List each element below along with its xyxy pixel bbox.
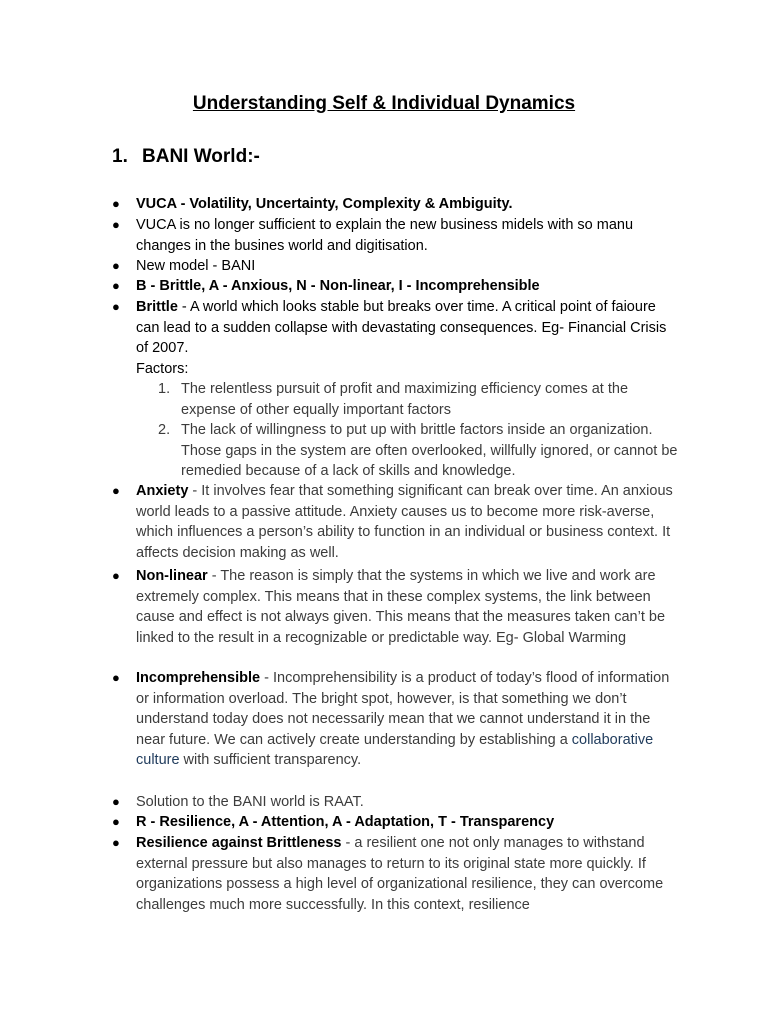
brittle-text: - A world which looks stable but breaks over time. A critical point of faioure can lead to a sudden collapse with devastating consequences. Eg- Financial Crisis of 2007. — [136, 299, 667, 357]
bullet-icon: ● — [112, 299, 120, 314]
bullet-icon: ● — [112, 196, 120, 211]
factor-item-2 — [158, 420, 678, 482]
anxiety-term: Anxiety — [136, 483, 189, 499]
bullet-icon: ● — [112, 814, 120, 829]
bullet-icon: ● — [112, 483, 120, 498]
bullet-icon: ● — [112, 278, 120, 293]
resilience-term: Resilience against Brittleness — [136, 835, 342, 851]
section-heading-text: BANI World:- — [142, 146, 260, 167]
bullet-icon: ● — [112, 670, 120, 685]
new-model: New model - BANI — [136, 258, 256, 274]
resilience-text: - a resilient one not only manages to withstand external pressure but also manages to return to its original state more quickly. If organizations possess a high level of organizational resilience, they can overcome challenges much more successfully. In this context, resilience — [136, 835, 664, 913]
list-item-raat-definition — [112, 812, 682, 833]
raat-definition: R - Resilience, A - Attention, A - Adaptation, T - Transparency — [136, 814, 555, 830]
collaborative-culture-link[interactable]: collaborative culture — [136, 731, 654, 769]
list-item-bani-definition — [112, 276, 682, 297]
list-item-incomprehensible — [112, 668, 682, 771]
list-item-vuca-note — [112, 215, 682, 256]
vuca-note: VUCA is no longer sufficient to explain the new business midels with so manu changes in the busines world and digitisation. — [136, 217, 634, 254]
section-heading — [112, 144, 260, 170]
incomprehensible-text: - Incomprehensibility is a product of today’s flood of information or information overload. The bright spot, however, is that something we don’t understand today does not necessarily mean that we cannot understand it in the near future. We can actively create understanding by establishing a — [136, 670, 670, 748]
incomprehensible-tail: with sufficient transparency. — [179, 752, 362, 769]
non-linear-term: Non-linear — [136, 568, 208, 584]
anxiety-paragraph — [136, 481, 682, 563]
document-title: Understanding Self & Individual Dynamics — [192, 93, 576, 114]
bani-definition: B - Brittle, A - Anxious, N - Non-linear, I - Incomprehensible — [136, 278, 540, 294]
factor-item-1 — [158, 379, 678, 420]
bullet-icon: ● — [112, 217, 120, 232]
list-item-non-linear — [112, 566, 682, 648]
factor-number: 1. — [158, 381, 171, 397]
incomprehensible-term: Incomprehensible — [136, 670, 261, 686]
factor-text: The lack of willingness to put up with brittle factors inside an organization. Those gaps in the system are often overlooked, willfully ignored, or cannot be remedied because of a lack of skills and knowledge. — [181, 422, 678, 480]
non-linear-paragraph — [136, 566, 682, 648]
factor-number: 2. — [158, 422, 171, 438]
brittle-paragraph — [136, 297, 682, 379]
brittle-term: Brittle — [136, 299, 178, 315]
list-item-new-model — [112, 256, 682, 277]
list-item-solution — [112, 792, 682, 813]
list-item-brittle — [112, 297, 682, 379]
anxiety-text: - It involves fear that something significant can break over time. An anxious world leads to a passive attitude. Anxiety causes us to become more risk-averse, which influences a person’s ability to function in an individual or business context. It affects decision making as well. — [136, 483, 673, 561]
solution-text: Solution to the BANI world is RAAT. — [136, 794, 364, 810]
bullet-icon: ● — [112, 794, 120, 809]
incomprehensible-paragraph — [136, 668, 682, 771]
non-linear-text: - The reason is simply that the systems in which we live and work are extremely complex. This means that in these complex systems, the link between cause and effect is not always given. This means that the measures taken can’t be linked to the result in a recognizable or predictable way. Eg- Global Warming — [136, 568, 666, 646]
resilience-paragraph — [136, 833, 682, 915]
list-item-vuca-definition — [112, 194, 682, 215]
vuca-definition: VUCA - Volatility, Uncertainty, Complexity & Ambiguity. — [136, 196, 513, 212]
factors-label: Factors: — [136, 360, 189, 377]
list-item-resilience — [112, 833, 682, 915]
factor-text: The relentless pursuit of profit and maximizing efficiency comes at the expense of other equally important factors — [181, 381, 629, 418]
list-item-anxiety — [112, 481, 682, 563]
bullet-icon: ● — [112, 568, 120, 583]
section-number: 1. — [112, 146, 128, 167]
bullet-icon: ● — [112, 258, 120, 273]
bullet-icon: ● — [112, 835, 120, 850]
